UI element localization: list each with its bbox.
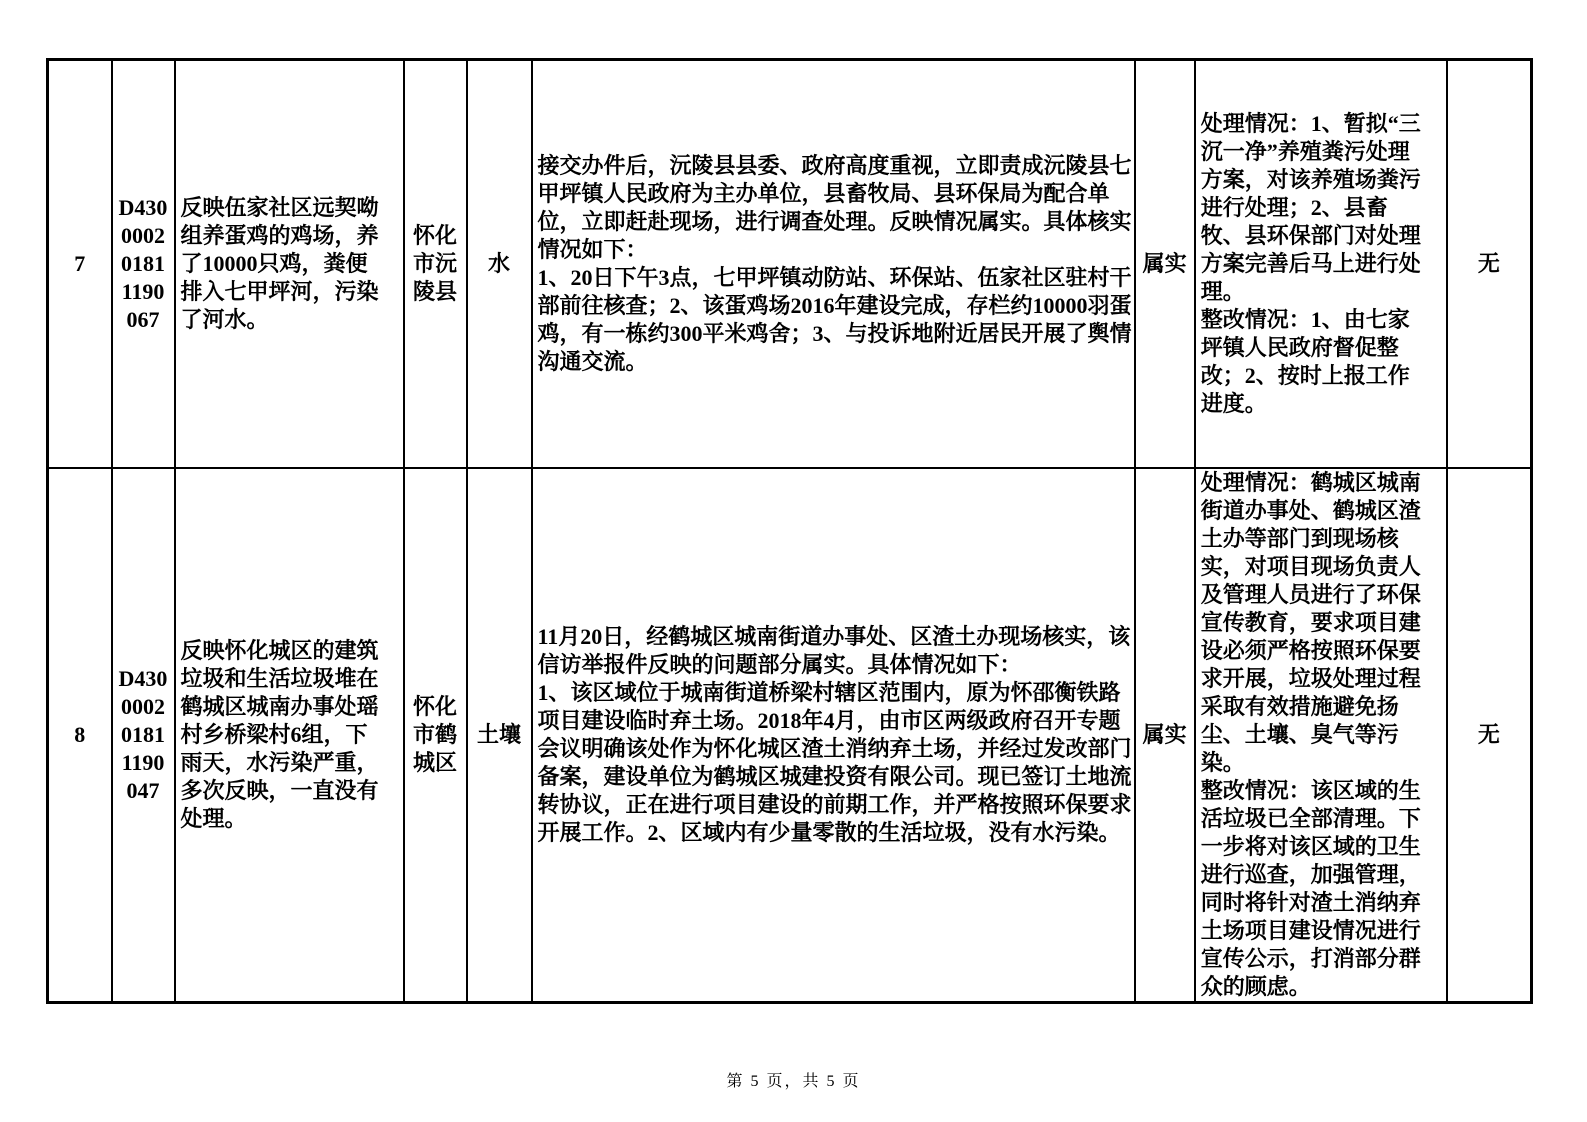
location-text: 怀化市鹤城区 bbox=[413, 693, 458, 775]
handling-text: 处理情况：1、暂拟“三沉一净”养殖粪污处理方案，对该养殖场粪污进行处理；2、县畜牧、县环保部门对处理方案完善后马上进行处理。 整改情况：1、由七家坪镇人民政府督促整改；2、按时上报工作进度。 bbox=[1200, 110, 1421, 416]
handling-cell bbox=[1195, 468, 1447, 1003]
table-row bbox=[48, 60, 1532, 468]
accountability-cell bbox=[1447, 468, 1532, 1003]
accountability-text: 无 bbox=[1477, 250, 1500, 276]
investigation-text: 11月20日，经鹤城区城南街道办事处、区渣土办现场核实，该信访举报件反映的问题部分属实。具体情况如下： 1、该区域位于城南街道桥梁村辖区范围内，原为怀邵衡铁路项目建设临时弃土场。2018年4月，由市区两级政府召开专题会议明确该处作为怀化城区渣土消纳弃土场，并经过发改部门备案，建设单位为鹤城区城建投资有限公司。现已签订土地流转协议，正在进行项目建设的前期工作，并严格按照环保要求开展工作。2、区域内有少量零散的生活垃圾，没有水污染。 bbox=[537, 623, 1132, 845]
handling-text: 处理情况：鹤城区城南街道办事处、鹤城区渣土办等部门到现场核实，对项目现场负责人及管理人员进行了环保宣传教育，要求项目建设必须严格按照环保要求开展，垃圾处理过程采取有效措施避免扬尘、土壤、臭气等污染。 整改情况：该区域的生活垃圾已全部清理。下一步将对该区域的卫生进行巡查，加强管理，同时将针对渣土消纳弃土场项目建设情况进行宣传公示，打消部分群众的顾虑。 bbox=[1200, 469, 1421, 999]
case-id-cell bbox=[112, 468, 175, 1003]
table-row bbox=[48, 468, 1532, 1003]
case-id-cell bbox=[112, 60, 175, 468]
page-indicator: 第 5 页，共 5 页 bbox=[726, 1073, 861, 1090]
verification-cell bbox=[1135, 468, 1195, 1003]
row-index: 8 bbox=[74, 721, 86, 747]
investigation-cell bbox=[532, 468, 1135, 1003]
pollution-type-cell bbox=[467, 468, 532, 1003]
row-index-cell bbox=[48, 60, 112, 468]
verification-result: 属实 bbox=[1142, 721, 1187, 747]
location-text: 怀化市沅陵县 bbox=[413, 222, 458, 304]
complaint-cell bbox=[175, 468, 404, 1003]
complaint-handling-table bbox=[46, 58, 1533, 1004]
complaint-text: 反映怀化城区的建筑垃圾和生活垃圾堆在鹤城区城南办事处瑶村乡桥梁村6组，下雨天，水污染严重，多次反映，一直没有处理。 bbox=[180, 637, 379, 831]
complaint-text: 反映伍家社区远契呦组养蛋鸡的鸡场，养了10000只鸡，粪便排入七甲坪河，污染了河水。 bbox=[180, 194, 379, 332]
row-index-cell bbox=[48, 468, 112, 1003]
accountability-text: 无 bbox=[1477, 721, 1500, 747]
case-id: D430000201811190067 bbox=[118, 194, 168, 332]
verification-result: 属实 bbox=[1142, 250, 1187, 276]
verification-cell bbox=[1135, 60, 1195, 468]
location-cell bbox=[404, 60, 467, 468]
case-id: D430000201811190047 bbox=[118, 665, 168, 803]
investigation-text: 接交办件后，沅陵县县委、政府高度重视，立即责成沅陵县七甲坪镇人民政府为主办单位，县畜牧局、县环保局为配合单位，立即赶赴现场，进行调查处理。反映情况属实。具体核实情况如下： 1、20日下午3点，七甲坪镇动防站、环保站、伍家社区驻村干部前往核查；2、该蛋鸡场2016年建设完成，存栏约10000羽蛋鸡，有一栋约300平米鸡舍；3、与投诉地附近居民开展了舆情沟通交流。 bbox=[537, 152, 1132, 374]
pollution-type: 水 bbox=[487, 250, 510, 276]
complaint-cell bbox=[175, 60, 404, 468]
pollution-type-cell bbox=[467, 60, 532, 468]
pollution-type: 土壤 bbox=[476, 721, 521, 747]
handling-cell bbox=[1195, 60, 1447, 468]
investigation-cell bbox=[532, 60, 1135, 468]
location-cell bbox=[404, 468, 467, 1003]
accountability-cell bbox=[1447, 60, 1532, 468]
row-index: 7 bbox=[74, 250, 86, 276]
